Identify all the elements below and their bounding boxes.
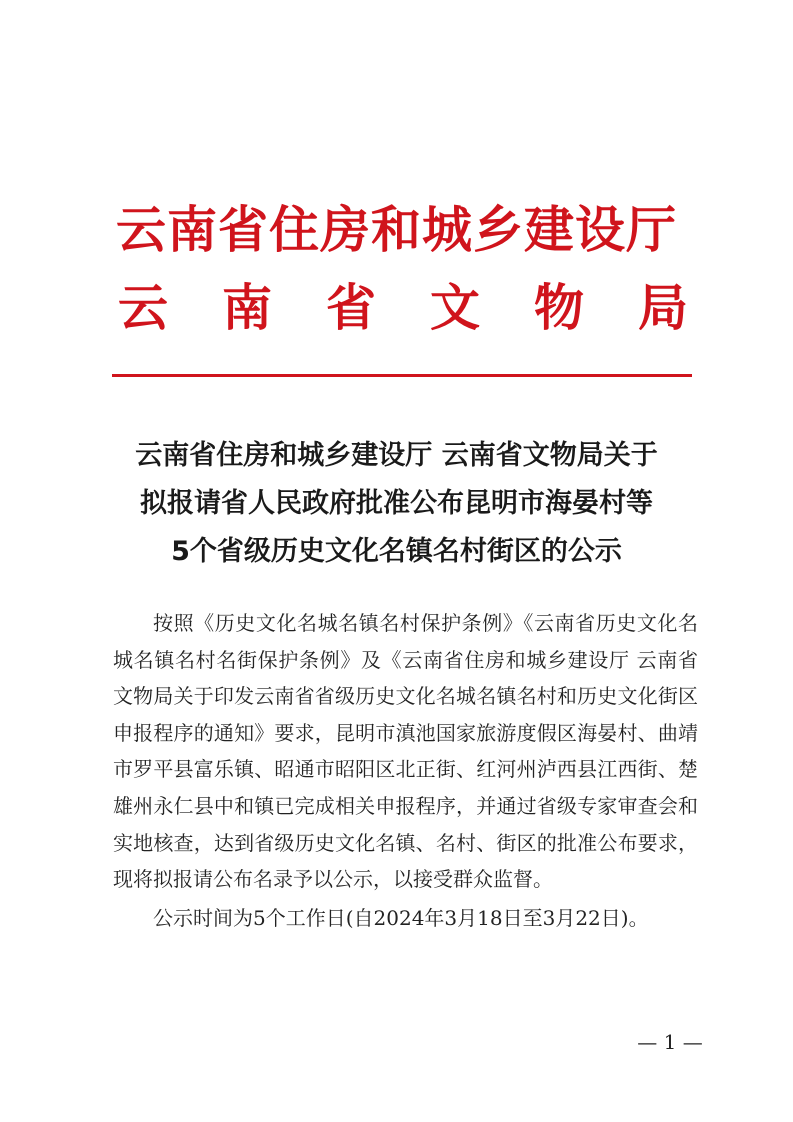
body-paragraph: 按照《历史文化名城名镇名村保护条例》《云南省历史文化名城名镇名村名街保护条例》及《云南省住房和城乡建设厅 云南省文物局关于印发云南省省级历史文化名城名镇名村和历史文化街区申报程序的通知》要求，昆明市滇池国家旅游度假区海晏村、曲靖市罗平县富乐镇、昭通市昭阳区北正街、红河州泸西县江西街、楚雄州永仁县中和镇已完成相关申报程序，并通过省级专家审查会和实地核查，达到省级历史文化名镇、名村、街区的批准公布要求，现将拟报请公布名录予以公示，以接受群众监督。 xyxy=(113,611,698,892)
authority-char: 局 xyxy=(638,278,688,337)
document-body xyxy=(113,605,698,936)
title-line-2: 拟报请省人民政府批准公布昆明市海晏村等 xyxy=(140,488,653,519)
document-title xyxy=(0,432,793,576)
authority-char: 物 xyxy=(534,278,584,337)
page-number: — 1 — xyxy=(637,1030,703,1054)
notice-period-paragraph: 公示时间为5个工作日(自2024年3月18日至3月22日)。 xyxy=(153,905,649,930)
authority-char: 云 xyxy=(118,278,168,337)
red-divider-line xyxy=(112,374,692,377)
title-line-1: 云南省住房和城乡建设厅 云南省文物局关于 xyxy=(135,440,658,471)
issuing-authority-cultural-relics xyxy=(118,268,688,340)
issuing-authority-housing: 云南省住房和城乡建设厅 xyxy=(116,200,677,259)
authority-char: 南 xyxy=(222,278,272,337)
authority-char: 文 xyxy=(430,278,480,337)
title-line-3: 5个省级历史文化名镇名村街区的公示 xyxy=(171,536,622,567)
authority-char: 省 xyxy=(326,278,376,337)
